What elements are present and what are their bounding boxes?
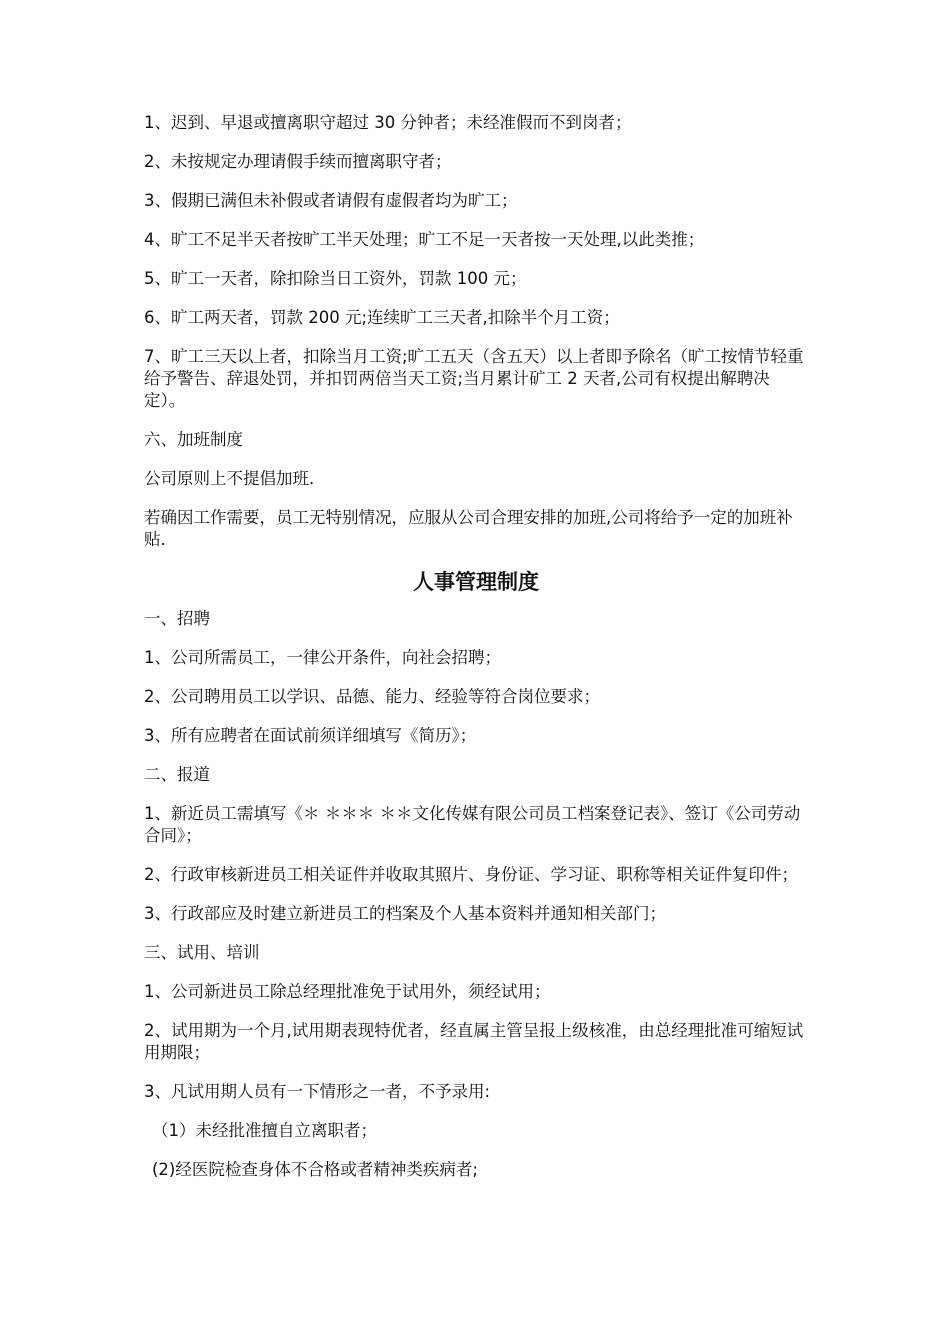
recruitment-item-1: 1、公司所需员工，一律公开条件，向社会招聘；: [144, 648, 501, 667]
rule-item-4: 4、旷工不足半天者按旷工半天处理；旷工不足一天者按一天处理,以此类推；: [144, 230, 705, 249]
probation-subitem-2: (2)经医院检查身体不合格或者精神类疾病者;: [152, 1160, 478, 1179]
rule-item-7: 7、旷工三天以上者，扣除当月工资;旷工五天（含五天）以上者即予除名（旷工按情节轻重给予警告、辞退处罚，并扣罚两倍当天工资;当月累计矿工 2 天者,公司有权提出解聘决定）。: [144, 347, 804, 410]
overtime-item-1: 公司原则上不提倡加班.: [144, 469, 315, 488]
probation-subitem-1: （1）未经批准擅自立离职者；: [152, 1121, 377, 1140]
rule-item-3: 3、假期已满但未补假或者请假有虚假者均为旷工；: [144, 191, 518, 210]
section-heading-overtime: 六、加班制度: [144, 430, 243, 449]
rule-item-1: 1、迟到、早退或擅离职守超过 30 分钟者；未经准假而不到岗者；: [144, 113, 632, 132]
recruitment-item-3: 3、所有应聘者在面试前须详细填写《简历》；: [144, 726, 477, 745]
onboarding-item-1: 1、新近员工需填写《＊ ＊＊＊ ＊＊文化传媒有限公司员工档案登记表》、签订《公司劳动合同》；: [144, 804, 801, 845]
probation-item-3: 3、凡试用期人员有一下情形之一者，不予录用:: [144, 1082, 491, 1101]
onboarding-item-2: 2、行政审核新进员工相关证件并收取其照片、身份证、学习证、职称等相关证件复印件；: [144, 865, 798, 884]
rule-item-2: 2、未按规定办理请假手续而擅离职守者；: [144, 152, 452, 171]
overtime-item-2: 若确因工作需要，员工无特别情况，应服从公司合理安排的加班,公司将给予一定的加班补贴.: [144, 508, 793, 549]
probation-item-2: 2、试用期为一个月,试用期表现特优者，经直属主管呈报上级核准，由总经理批准可缩短试用期限；: [144, 1021, 804, 1062]
probation-item-1: 1、公司新进员工除总经理批准免于试用外，须经试用；: [144, 982, 551, 1001]
document-title: 人事管理制度: [413, 570, 539, 594]
onboarding-item-3: 3、行政部应及时建立新进员工的档案及个人基本资料并通知相关部门；: [144, 904, 666, 923]
section-heading-onboarding: 二、报道: [144, 765, 210, 784]
section-heading-probation: 三、试用、培训: [144, 943, 260, 962]
section-heading-recruitment: 一、招聘: [144, 609, 210, 628]
rule-item-5: 5、旷工一天者，除扣除当日工资外，罚款 100 元；: [144, 269, 527, 288]
rule-item-6: 6、旷工两天者，罚款 200 元;连续旷工三天者,扣除半个月工资；: [144, 308, 620, 327]
document-page: [144, 112, 808, 1198]
recruitment-item-2: 2、公司聘用员工以学识、品德、能力、经验等符合岗位要求；: [144, 687, 600, 706]
